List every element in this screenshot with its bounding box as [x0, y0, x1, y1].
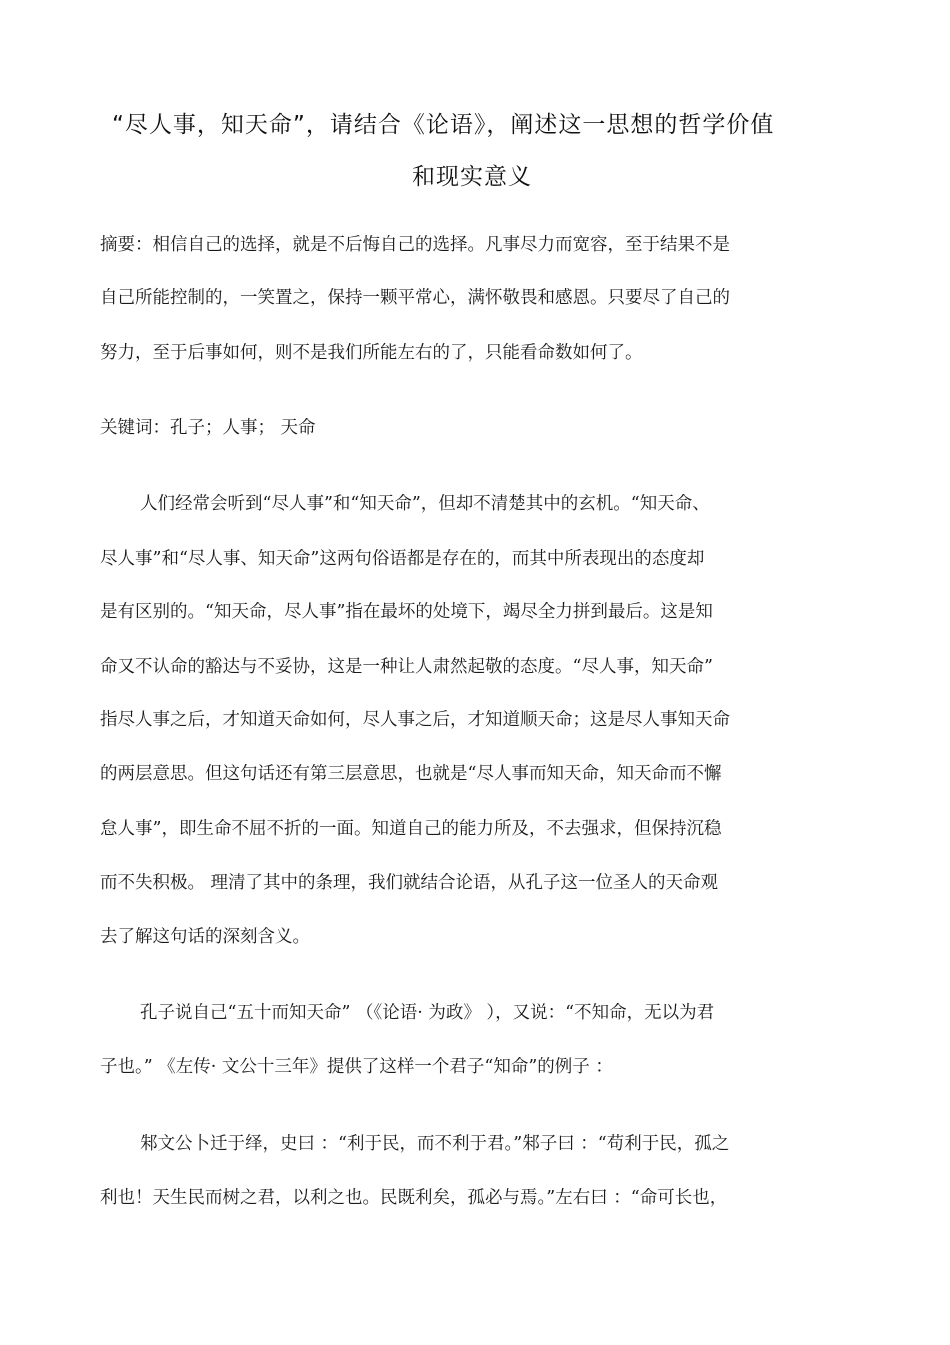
paragraph1-line: 尽人事”和“尽人事、知天命”这两句俗语都是存在的，而其中所表现出的态度却	[100, 549, 705, 569]
paragraph2-line: 孔子说自己“五十而知天命” （《论语· 为政》 ），又说：“不知命，无以为君	[140, 1003, 715, 1023]
abstract-line: 摘要：相信自己的选择，就是不后悔自己的选择。凡事尽力而宽容，至于结果不是	[100, 235, 730, 255]
paragraph1-line: 指尽人事之后，才知道天命如何，尽人事之后，才知道顺天命；这是尽人事知天命	[100, 710, 730, 730]
document-title-line-2: 和现实意义	[412, 164, 532, 190]
keywords-line: 关键词：孔子；人事； 天命	[100, 418, 316, 438]
paragraph3-line: 邾文公卜迁于绎，史曰 ：“利于民，而不利于君。”邾子曰 ：“苟利于民，孤之	[140, 1134, 730, 1154]
paragraph2-line: 子也。” 《左传· 文公十三年》提供了这样一个君子“知命”的例子 ：	[100, 1057, 613, 1077]
paragraph1-line: 而不失积极。 理清了其中的条理，我们就结合论语，从孔子这一位圣人的天命观	[100, 873, 719, 893]
paragraph1-line: 命又不认命的豁达与不妥协，这是一种让人肃然起敬的态度。“尽人事，知天命”	[100, 657, 713, 677]
paragraph1-line: 去了解这句话的深刻含义。	[100, 927, 310, 947]
paragraph1-line: 是有区别的。“知天命，尽人事”指在最坏的处境下，竭尽全力拼到最后。这是知	[100, 602, 713, 622]
paragraph1-line: 怠人事”，即生命不屈不折的一面。知道自己的能力所及，不去强求，但保持沉稳	[100, 819, 722, 839]
abstract-line: 努力，至于后事如何，则不是我们所能左右的了，只能看命数如何了。	[100, 343, 643, 363]
paragraph1-line: 人们经常会听到“尽人事”和“知天命”，但却不清楚其中的玄机。“知天命、	[140, 494, 710, 514]
paragraph1-line: 的两层意思。但这句话还有第三层意思，也就是“尽人事而知天命，知天命而不懈	[100, 764, 722, 784]
abstract-line: 自己所能控制的，一笑置之，保持一颗平常心，满怀敬畏和感恩。只要尽了自己的	[100, 288, 730, 308]
paragraph3-line: 利也！天生民而树之君，以利之也。民既利矣，孤必与焉。”左右曰 ：“命可长也，	[100, 1188, 728, 1208]
document-title-line-1: “尽人事，知天命”，请结合《论语》，阐述这一思想的哲学价值	[112, 112, 775, 138]
